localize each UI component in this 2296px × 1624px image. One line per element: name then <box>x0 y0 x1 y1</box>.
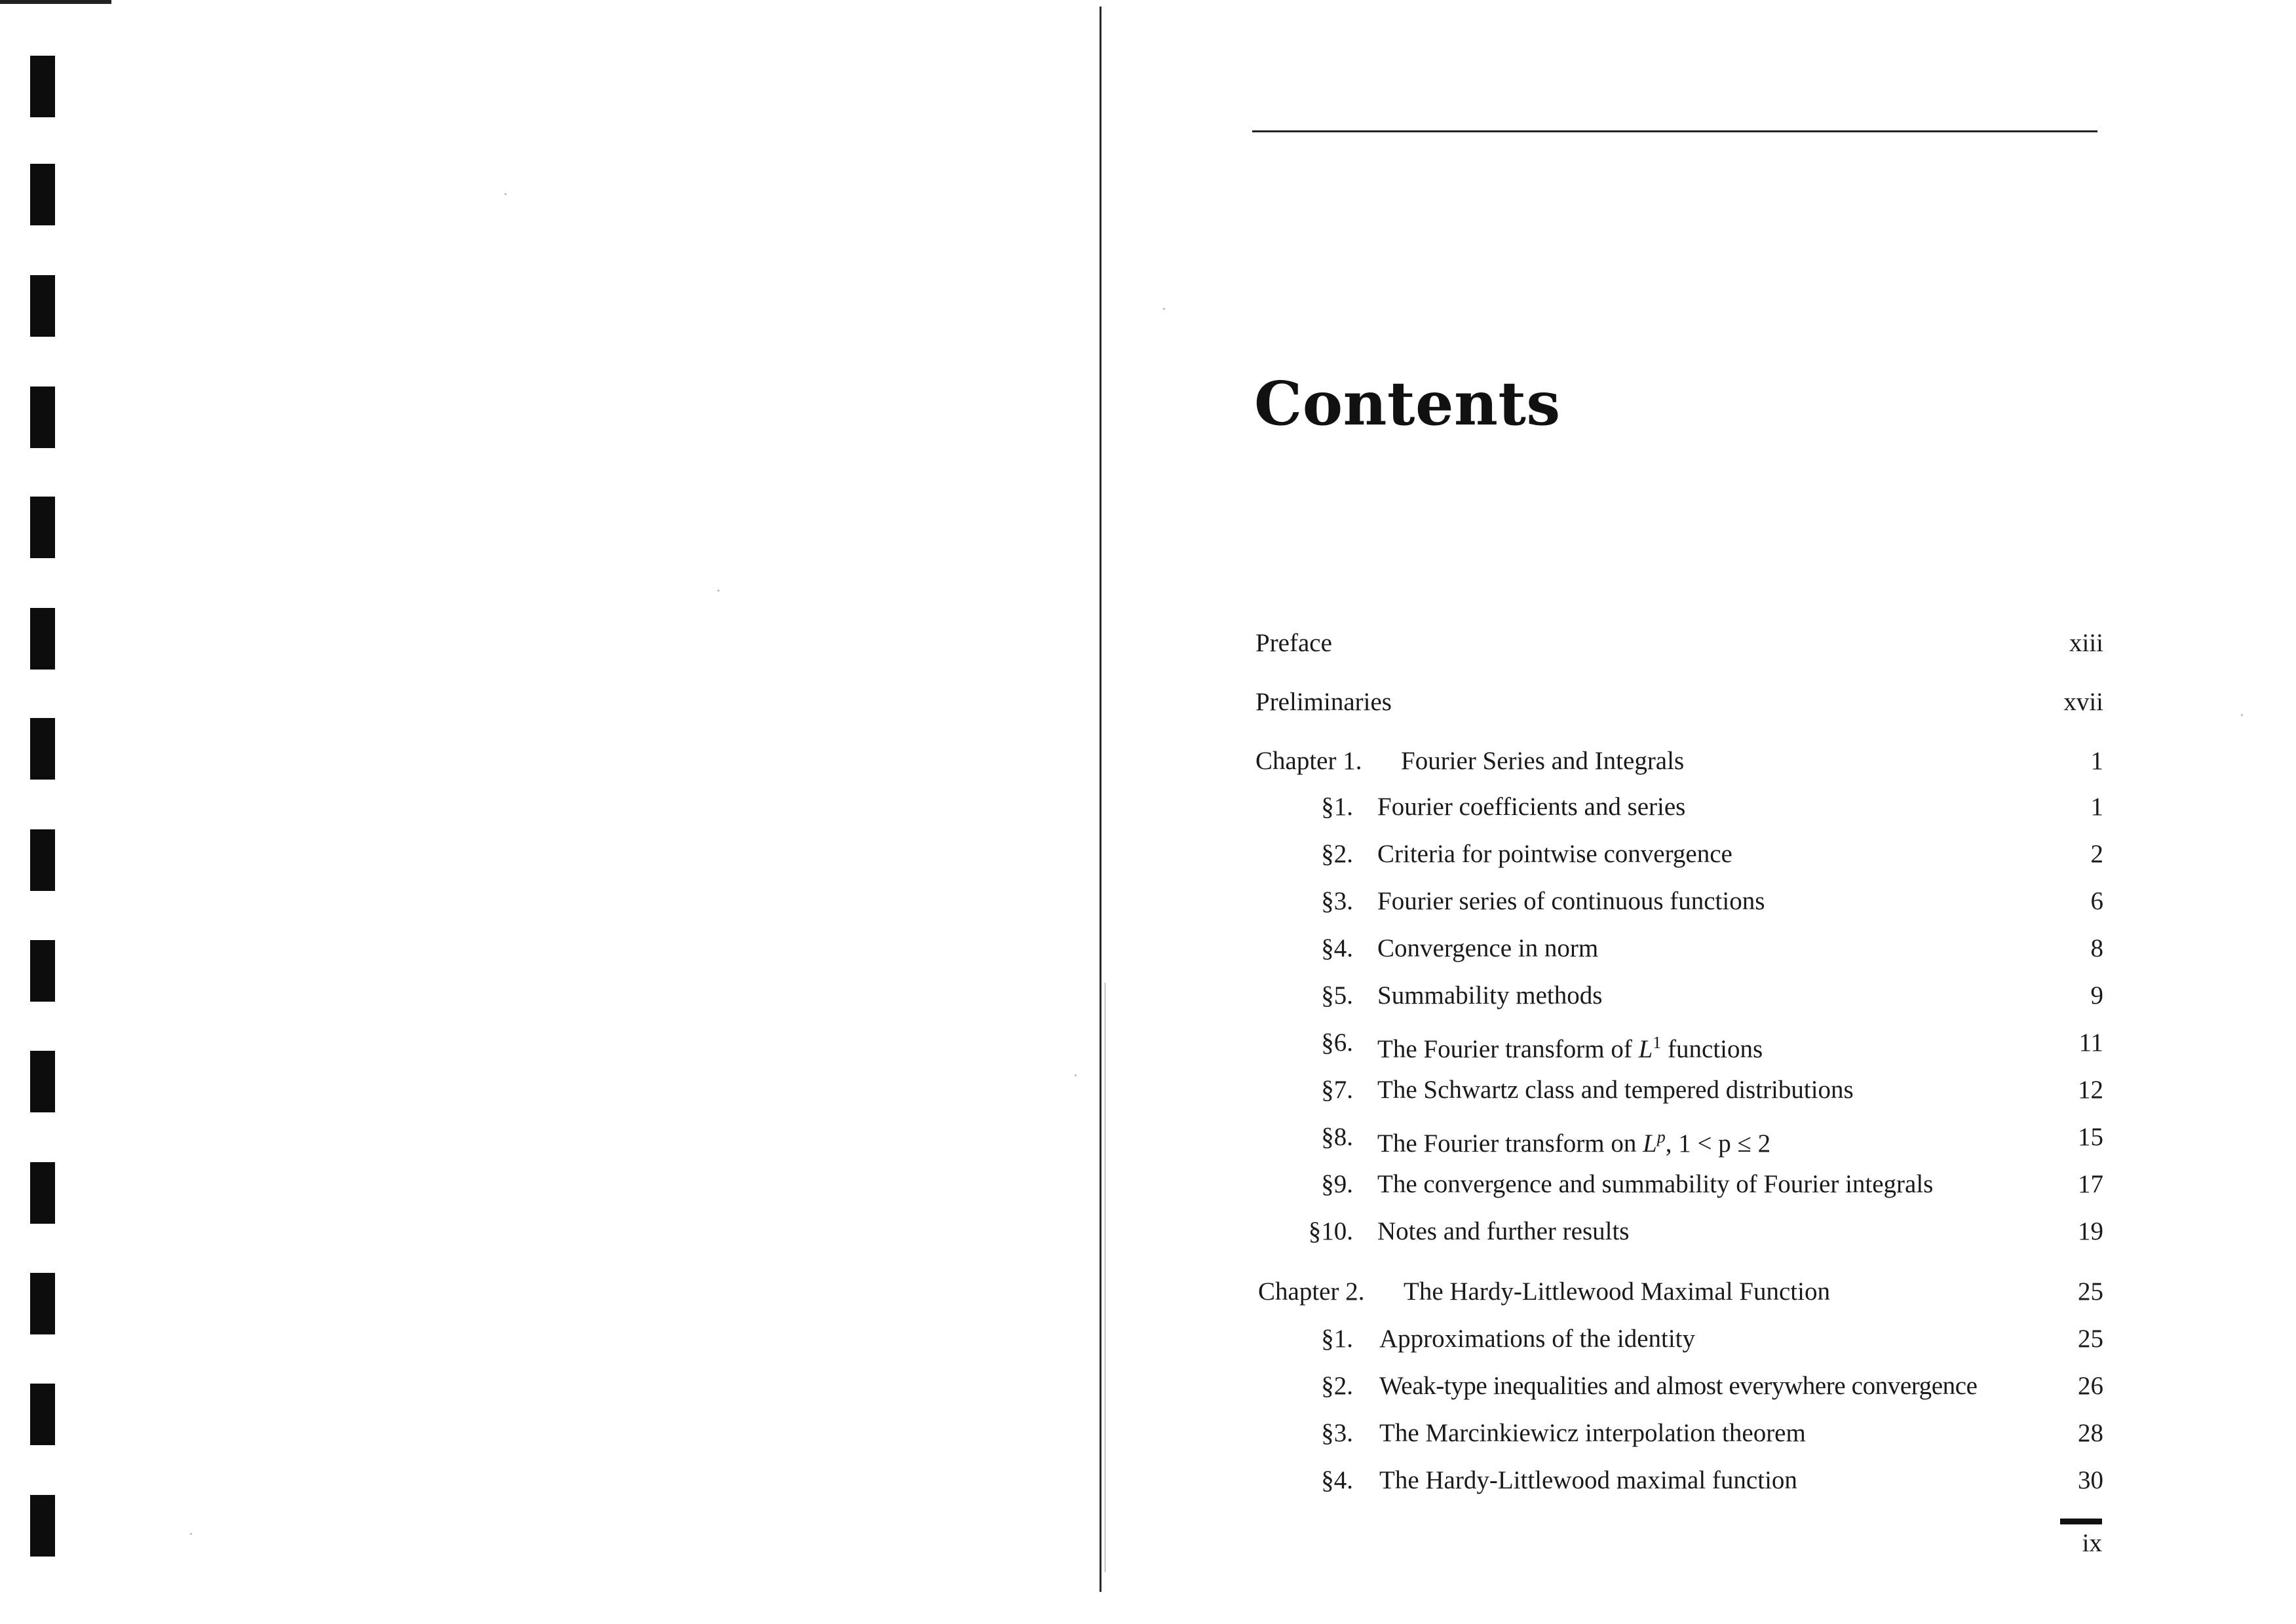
toc-section[interactable] <box>1245 1118 2103 1157</box>
toc-section[interactable] <box>1245 1212 2103 1251</box>
section-number: §8. <box>1321 1123 1353 1151</box>
math-superscript: 1 <box>1653 1033 1662 1052</box>
toc-page-number: 8 <box>2090 934 2103 962</box>
toc-entry-label: Preface <box>1255 629 1332 657</box>
page-folio: ix <box>2082 1529 2102 1557</box>
section-title: The convergence and summability of Fourier integrals <box>1377 1170 1934 1198</box>
section-number: §2. <box>1321 1372 1353 1400</box>
toc-section[interactable] <box>1245 1367 2103 1406</box>
section-title-text: The Fourier transform of <box>1377 1035 1639 1063</box>
section-title: The Schwartz class and tempered distributions <box>1377 1076 1854 1104</box>
math-symbol: L <box>1643 1129 1657 1158</box>
section-number: §6. <box>1321 1029 1353 1057</box>
toc-page-number: 6 <box>2090 887 2103 915</box>
section-title-text: functions <box>1661 1035 1763 1063</box>
section-title: Weak-type inequalities and almost everywhere convergence <box>1379 1372 1978 1400</box>
toc-page-number: 25 <box>2078 1325 2103 1353</box>
section-title: The Hardy-Littlewood maximal function <box>1379 1466 1797 1494</box>
section-number: §3. <box>1321 887 1353 915</box>
toc-page-number: 19 <box>2078 1217 2103 1245</box>
toc-chapter-1[interactable] <box>1245 742 2103 781</box>
section-number: §4. <box>1321 934 1353 962</box>
section-number: §2. <box>1321 840 1353 868</box>
section-title: Fourier coefficients and series <box>1377 793 1686 821</box>
chapter-title: The Hardy-Littlewood Maximal Function <box>1404 1277 1830 1306</box>
toc-section[interactable] <box>1245 1414 2103 1453</box>
toc-page-number: 9 <box>2090 981 2103 1010</box>
toc-page-number: 25 <box>2078 1277 2103 1306</box>
section-number: §5. <box>1321 981 1353 1010</box>
toc-page-number: 12 <box>2078 1076 2103 1104</box>
toc-page-number: 26 <box>2078 1372 2103 1400</box>
section-title: Approximations of the identity <box>1379 1325 1696 1353</box>
section-title: Summability methods <box>1377 981 1603 1010</box>
math-symbol: L <box>1638 1035 1653 1063</box>
toc-section[interactable] <box>1245 1461 2103 1500</box>
section-number: §1. <box>1321 793 1353 821</box>
toc-section[interactable] <box>1245 976 2103 1015</box>
section-title: Criteria for pointwise convergence <box>1377 840 1732 868</box>
toc-page-number: 2 <box>2090 840 2103 868</box>
section-title <box>1377 1023 1763 1069</box>
section-number: §1. <box>1321 1325 1353 1353</box>
toc-entry-preliminaries[interactable] <box>1245 683 2103 722</box>
section-title: Fourier series of continuous functions <box>1377 887 1765 915</box>
toc-page-number: xiii <box>2069 629 2103 657</box>
toc-page-number: 1 <box>2090 793 2103 821</box>
toc-section[interactable] <box>1245 882 2103 921</box>
section-title: The Marcinkiewicz interpolation theorem <box>1379 1419 1806 1447</box>
folio-rule <box>2060 1519 2102 1524</box>
section-number: §10. <box>1308 1217 1353 1245</box>
section-title <box>1377 1118 1770 1163</box>
section-title: Convergence in norm <box>1377 934 1599 962</box>
toc-entry-preface[interactable] <box>1245 624 2103 663</box>
toc-page-number: 30 <box>2078 1466 2103 1494</box>
math-superscript: p <box>1656 1127 1666 1146</box>
toc-page-number: 17 <box>2078 1170 2103 1198</box>
section-number: §3. <box>1321 1419 1353 1447</box>
toc-page-number: 15 <box>2078 1123 2103 1151</box>
toc-section[interactable] <box>1245 835 2103 874</box>
page-title: Contents <box>1254 368 1561 439</box>
section-number: §7. <box>1321 1076 1353 1104</box>
toc-page-number: 1 <box>2090 747 2103 775</box>
toc-section[interactable] <box>1245 929 2103 968</box>
chapter-number: Chapter 2. <box>1258 1277 1365 1306</box>
toc-section[interactable] <box>1245 1023 2103 1063</box>
toc-page-number: 11 <box>2078 1029 2103 1057</box>
toc-page-number: xvii <box>2063 688 2103 716</box>
chapter-title: Fourier Series and Integrals <box>1401 747 1685 775</box>
chapter-number: Chapter 1. <box>1255 747 1362 775</box>
section-number: §9. <box>1321 1170 1353 1198</box>
toc-section[interactable] <box>1245 1319 2103 1359</box>
toc-page-number: 28 <box>2078 1419 2103 1447</box>
toc-section[interactable] <box>1245 1070 2103 1110</box>
section-title: Notes and further results <box>1377 1217 1630 1245</box>
toc-section[interactable] <box>1245 1165 2103 1204</box>
section-title-text: The Fourier transform on <box>1377 1129 1643 1158</box>
toc-section[interactable] <box>1245 787 2103 827</box>
toc-chapter-2[interactable] <box>1245 1272 2103 1312</box>
toc-entry-label: Preliminaries <box>1255 688 1392 716</box>
section-number: §4. <box>1321 1466 1353 1494</box>
section-title-text: , 1 < p ≤ 2 <box>1665 1129 1771 1158</box>
